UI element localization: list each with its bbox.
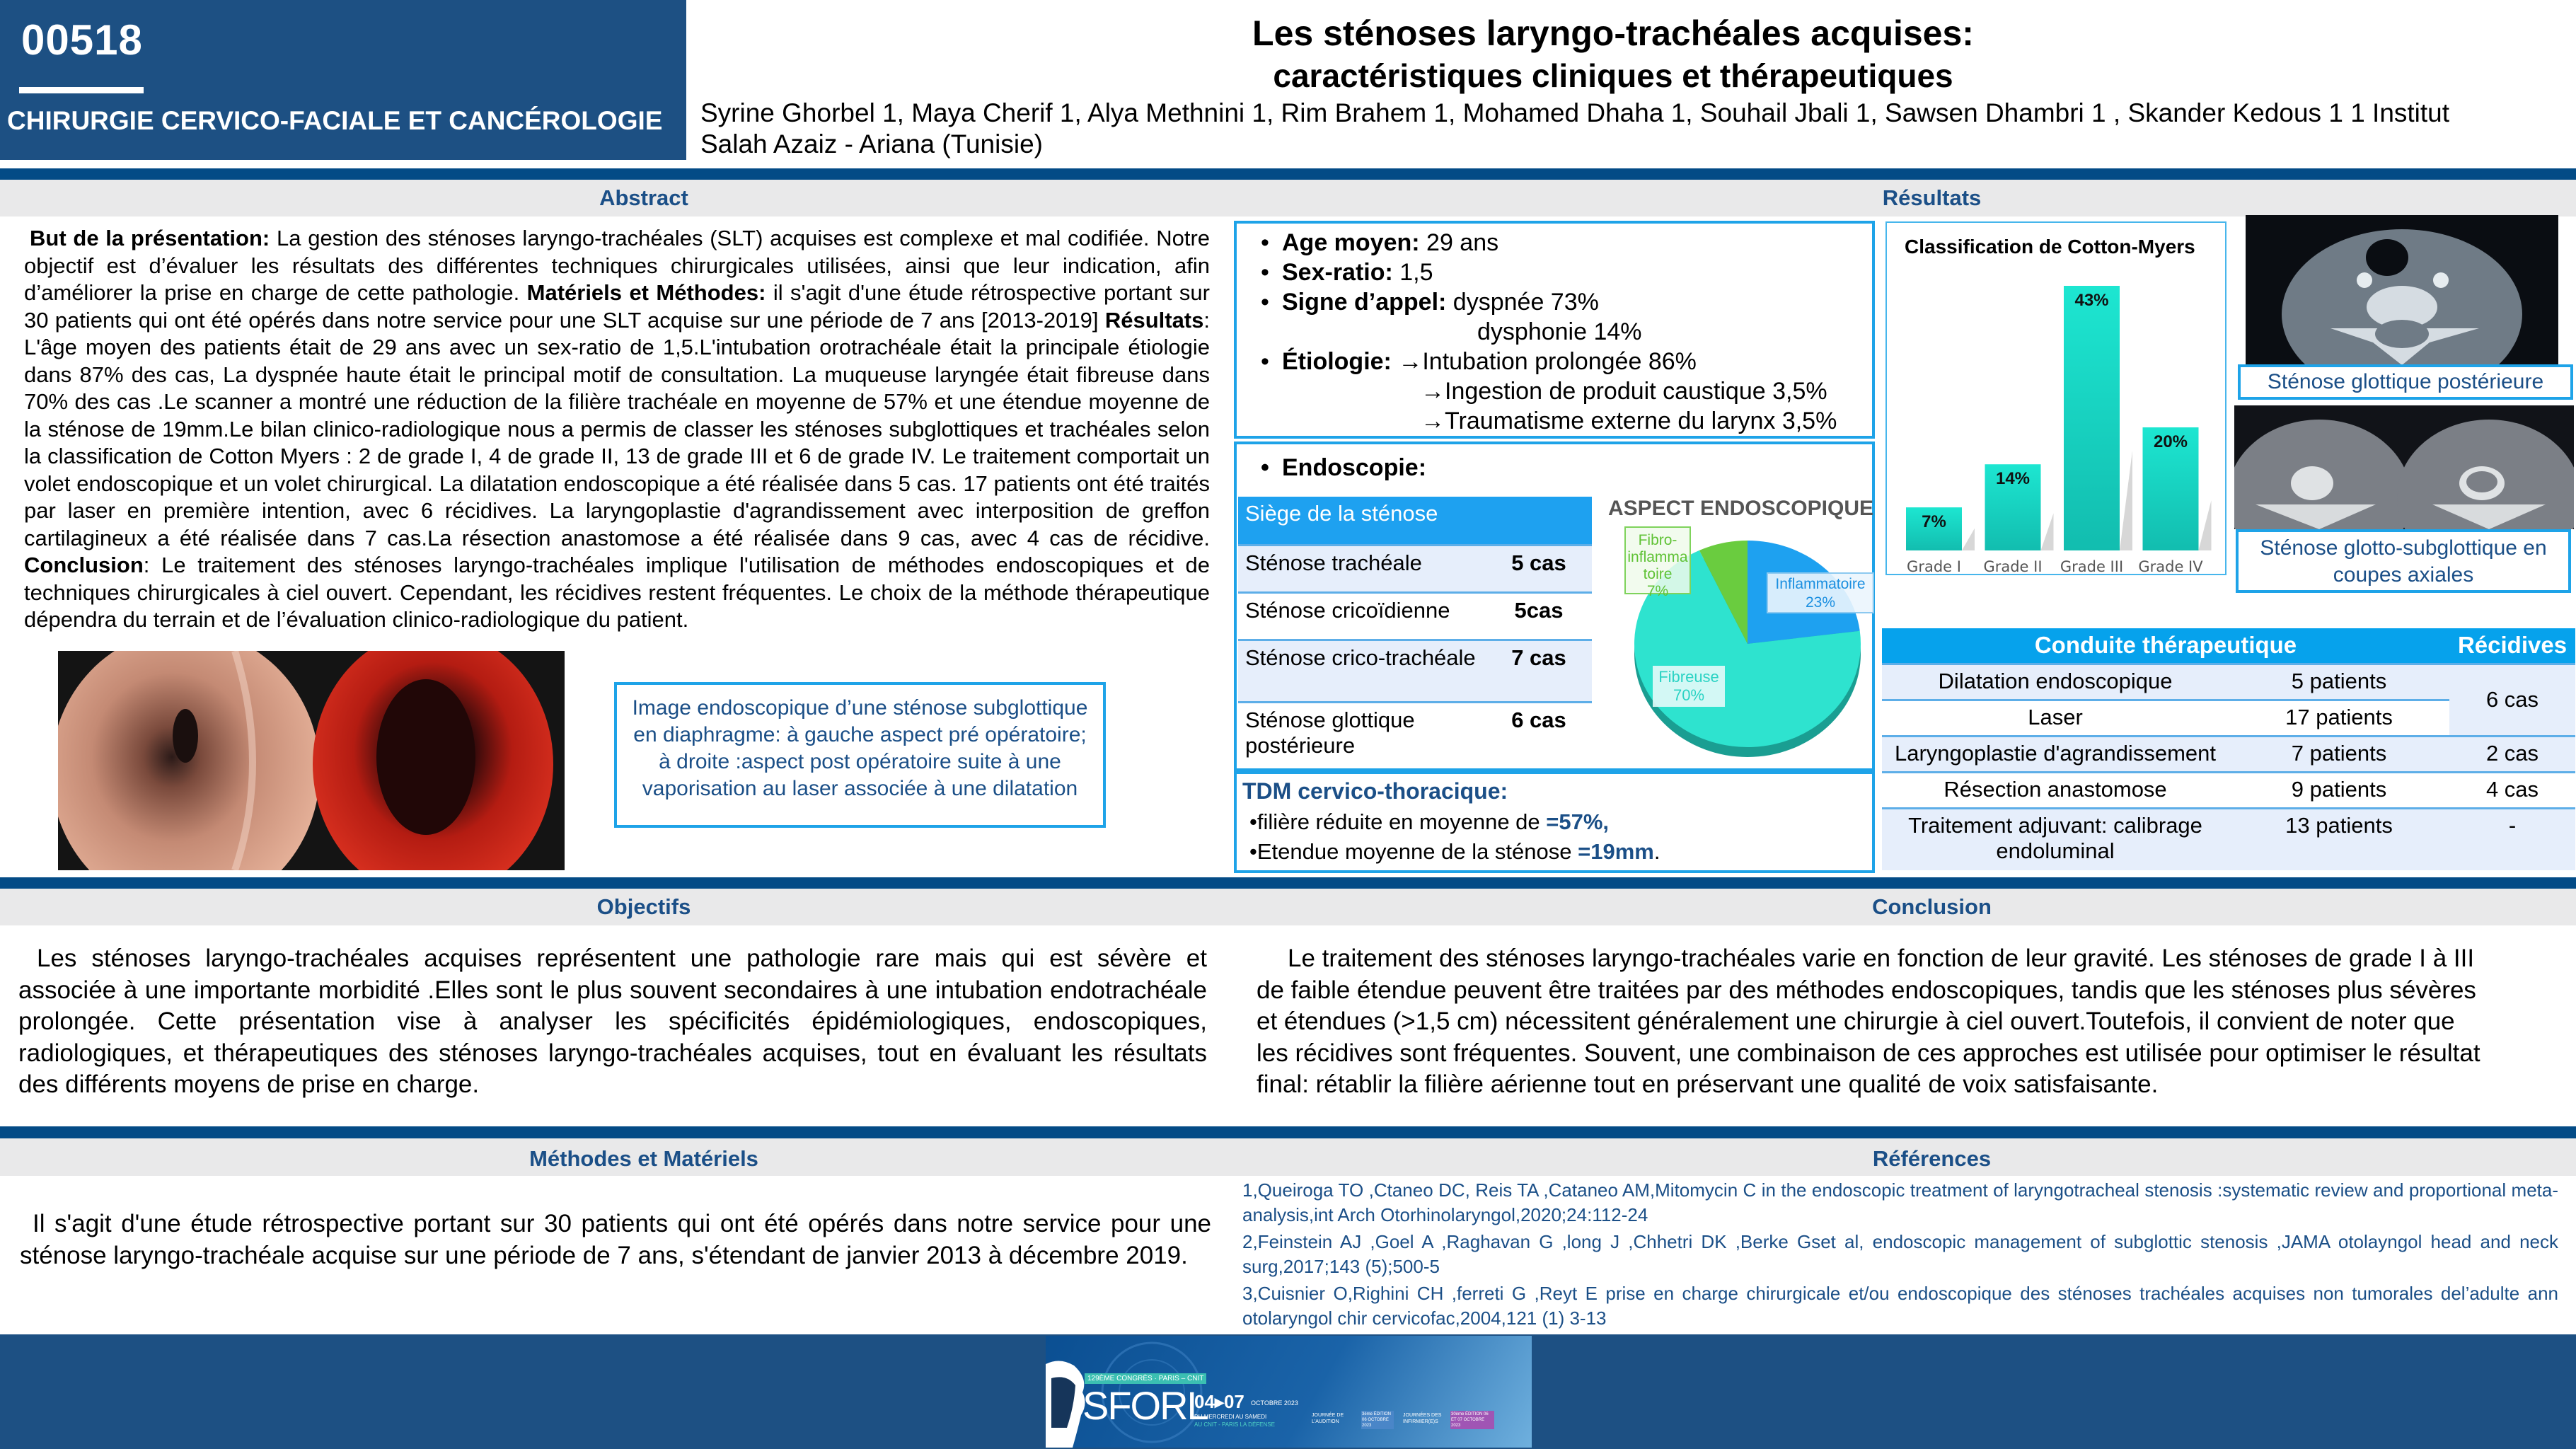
bar-chart-svg — [1887, 223, 2225, 574]
section-divider — [0, 168, 2576, 180]
signe-item-2 — [1247, 317, 1872, 347]
endoscopie-heading: • Endoscopie: — [1261, 454, 1427, 481]
siege-count: 5cas — [1486, 592, 1592, 640]
poster-title-line1: Les sténoses laryngo-trachéales acquises: — [1252, 13, 1974, 53]
sforl-logo: SFORL — [1082, 1383, 1208, 1428]
bar-shadow — [1962, 529, 1975, 550]
authors: Syrine Ghorbel 1, Maya Cherif 1, Alya Methnini 1, Rim Brahem 1, Mohamed Dhaha 1, Souhail Jbali 1, Sawsen Dhambri 1 , Skander Kedous 1 1 Institut Salah Azaiz - Ariana (Tunisie) — [700, 98, 2450, 158]
siege-site: Sténose trachéale — [1238, 545, 1486, 592]
abstract-label-but: But de la présentation: — [30, 226, 270, 250]
table-row — [1882, 736, 2575, 772]
ct-caption-glottique: Sténose glottique postérieure — [2238, 364, 2573, 400]
endoscopie-box — [1234, 441, 1875, 771]
bar-shadow — [2199, 500, 2212, 550]
id-underline — [19, 87, 144, 93]
objectifs-body: Les sténoses laryngo-trachéales acquises représentent une pathologie rare mais qui est sévère et associée à une importante morbidité .Elles sont le plus souvent secondaires à une intubation endotrachéale prolongée. Cette présentation vise à analyser les spécificités épidémiologiques, endoscopiques, radiologiques, et thérapeutiques des sténoses laryngo-trachéales acquises, tout en évaluant les résultats des différents moyens de prise en charge. — [18, 945, 1207, 1098]
reference-item: 1,Queiroga TO ,Ctaneo DC, Reis TA ,Cataneo AM,Mitomycin C in the endoscopic treatment of laryngotracheal stenosis :systematic review and proportional meta-analysis,int Arch Otorhinolaryngol,2020;24:112-24 — [1242, 1179, 2558, 1225]
references-heading: Références — [1288, 1138, 2576, 1176]
bar-chart-title: Classification de Cotton-Myers — [1905, 236, 2195, 258]
therapy-table — [1882, 628, 2575, 870]
siege-site: Sténose glottique postérieure — [1238, 702, 1486, 773]
methodes-heading: Méthodes et Matériels — [0, 1138, 1288, 1176]
therapy-header-recidives: Récidives — [2449, 628, 2575, 664]
abstract-label-methodes: Matériels et Méthodes: — [526, 280, 766, 305]
bar-data-label: 20% — [2153, 432, 2188, 452]
abstract-text-methodes: il s'agit d'une étude rétrospective portant sur 30 patients qui ont été opérés dans notre service pour une SLT acquise sur une période de 7 ans [2013-2019] — [24, 280, 1210, 333]
abstract-text-but: La gestion des sténoses laryngo-trachéales (SLT) acquises est complexe et mal codifiée. Notre objectif est d’évaluer les résultats des différentes techniques chirurgicales utilisées, ainsi que leur indication, afin d’améliorer la prise en charge de cette pathologie. — [24, 226, 1211, 305]
etiologie-item-2 — [1247, 376, 1872, 406]
reference-item: 3,Cuisnier O,Righini CH ,ferreti G ,Reyt E prise en charge chirurgicale et/ou endoscopique des sténoses trachéales acquises non tumorales del’adulte ann otolaryngol chir cervicofac,2004,121 (1) 3-13 — [1242, 1283, 2558, 1329]
bar-data-label: 14% — [1995, 469, 2031, 489]
table-row — [1882, 808, 2575, 870]
siege-count: 7 cas — [1486, 640, 1592, 702]
etiologie-caustique: →Ingestion de produit caustique 3,5% — [1421, 378, 1827, 405]
bar-data-label: 7% — [1922, 512, 1946, 532]
demographics-box — [1234, 221, 1875, 439]
sex-ratio-label: Sex-ratio: — [1282, 259, 1393, 286]
abstract-label-conclusion: Conclusion — [24, 553, 144, 577]
table-row — [1882, 664, 2575, 700]
bar-category-label: Grade III — [2060, 558, 2124, 574]
therapy-method: Traitement adjuvant: calibrage endoluminal — [1882, 808, 2229, 870]
tdm-title: TDM cervico-thoracique: — [1242, 778, 1508, 804]
conclusion-body: Le traitement des sténoses laryngo-trachéales varie en fonction de leur gravité. Les sténoses de grade I à III de faible étendue peuvent être traitées par des méthodes endoscopiques, tandis que les sténoses plus sévères et étendues (>1,5 cm) nécessitent généralement une chirurgie à ciel ouvert.Toutefois, il convient de noter que les récidives sont fréquentes. Souvent, une combinaison de ces approches est utilisée pour optimiser le résultat final: rétablir la filière aérienne tout en préservant une qualité de voix satisfaisante. — [1257, 945, 2480, 1098]
therapy-recidives: 6 cas — [2449, 664, 2575, 736]
etiologie-item: • Étiologie: →Intubation prolongée 86% — [1261, 348, 1697, 375]
bar-data-label: 43% — [2074, 291, 2109, 310]
age-item: • Age moyen: 29 ans — [1261, 229, 1499, 256]
objectifs-heading: Objectifs — [0, 889, 1288, 925]
section-divider — [0, 1126, 2576, 1138]
methodes-body: Il s'agit d'une étude rétrospective portant sur 30 patients qui ont été opérés dans notre service pour une sténose laryngo-trachéale acquise sur une période de 7 ans, s'étendant de janvier 2013 à décembre 2019. — [20, 1210, 1211, 1269]
tdm-line-etendue: •Etendue moyenne de la sténose =19mm. — [1249, 839, 1660, 864]
bar-category-label: Grade II — [1983, 558, 2043, 574]
siege-count: 6 cas — [1486, 702, 1592, 773]
bar-shadow — [2041, 513, 2054, 550]
endoscopic-images — [58, 651, 565, 870]
congress-month: OCTOBRE 2023 — [1251, 1399, 1298, 1407]
abstract-body — [24, 225, 1210, 634]
sex-ratio-value: 1,5 — [1392, 259, 1433, 286]
bar-grade-iii — [2064, 286, 2120, 550]
etiologie-item-3 — [1247, 406, 1872, 436]
therapy-recidives: - — [2449, 808, 2575, 870]
tdm-etendue-value: =19mm — [1578, 839, 1654, 864]
therapy-method: Laryngoplastie d'agrandissement — [1882, 736, 2229, 772]
cotton-myers-chart — [1885, 221, 2226, 575]
conclusion-heading: Conclusion — [1288, 889, 2576, 925]
endoscopy-caption: Image endoscopique d’une sténose subglottique en diaphragme: à gauche aspect pré opératoire; à droite :aspect post opératoire suite à une vaporisation au laser associée à une dilatation — [614, 682, 1106, 828]
ct-image-glotto-subglottic — [2234, 405, 2574, 529]
therapy-method: Résection anastomose — [1882, 772, 2229, 808]
congress-days: DU MERCREDI AU SAMEDI — [1194, 1414, 1267, 1420]
pie-label-inflammatoire: Inflammatoire 23% — [1767, 572, 1874, 613]
signe-dyspnee: dyspnée 73% — [1446, 289, 1599, 316]
poster-category: CHIRURGIE CERVICO-FACIALE ET CANCÉROLOGIE — [7, 106, 663, 135]
section-divider — [0, 877, 2576, 889]
therapy-patients: 9 patients — [2229, 772, 2449, 808]
poster-id: 00518 — [21, 16, 143, 64]
table-row — [1238, 592, 1592, 640]
abstract-heading: Abstract — [0, 180, 1288, 217]
poster-title-line2: caractéristiques cliniques et thérapeutiques — [1273, 57, 1953, 94]
siege-count: 5 cas — [1486, 545, 1592, 592]
therapy-header-conduite: Conduite thérapeutique — [1882, 628, 2449, 664]
table-row — [1238, 545, 1592, 592]
bar-category-label: Grade IV — [2138, 558, 2203, 574]
bar-category-label: Grade I — [1907, 558, 1961, 574]
references-list — [1242, 1178, 2558, 1331]
siege-site: Sténose crico-trachéale — [1238, 640, 1486, 702]
bar-shadow — [2120, 451, 2132, 550]
age-value: 29 ans — [1419, 229, 1499, 256]
signe-item: • Signe d’appel: dyspnée 73% — [1261, 289, 1599, 316]
ct-scan-graphic — [2246, 215, 2558, 365]
reference-item: 2,Feinstein AJ ,Goel A ,Raghavan G ,long J ,Chhetri DK ,Berke Gset al, endoscopic management of subglottic stenosis ,JAMA otolayngol head and neck surg,2017;143 (5);500-5 — [1242, 1231, 2558, 1277]
congress-venue: AU CNIT - PARIS LA DÉFENSE — [1194, 1421, 1275, 1428]
abstract-text-conclusion: : Le traitement des sténoses laryngo-trachéales implique l'utilisation de méthodes endoscopiques et de techniques chirurgicales à ciel ouvert. Cependant, les récidives restent fréquentes. Le choix de la méthode thérapeutique dépendra du terrain et de l’évaluation clinico-radiologique du patient. — [24, 553, 1210, 632]
therapy-method: Laser — [1882, 700, 2229, 736]
event-infirmiers-label: JOURNÉES DES INFIRMIER(E)S — [1403, 1413, 1442, 1424]
etiologie-intubation: →Intubation prolongée 86% — [1391, 348, 1697, 375]
table-row — [1238, 702, 1592, 773]
therapy-patients: 13 patients — [2229, 808, 2449, 870]
abstract-text-resultats: : L'âge moyen des patients était de 29 ans avec un sex-ratio de 1,5.L'intubation orotrachéale était la principale étiologie dans 87% des cas, La dyspnée haute était le principal motif de consultation. La muqueuse laryngée était fibreuse dans 70% des cas .Le scanner a montré une réduction de la filière trachéale en moyenne de 57% et une étendue moyenne de la sténose de 19mm.Le bilan clinico-radiologique nous a permis de classer les sténoses subglottiques et trachéales selon la classification de Cotton Myers : 2 de grade I, 4 de grade II, 13 de grade III et 6 de grade IV. Le traitement comportait un volet endoscopique et un volet chirurgical. La dilatation endoscopique a été réalisée dans 5 cas. 17 patients ont été traités par laser en première intention, avec 6 récidives. La laryngoplastie d'agrandissement avec interposition de greffon cartilagineux a été réalisée dans 7 cas.La résection anastomose a été réalisée dans 9 cas, avec 4 cas de récidive. — [24, 307, 1210, 550]
pie-label-fibreuse: Fibreuse 70% — [1653, 666, 1725, 707]
event-audition-label: JOURNÉE DE L'AUDITION — [1312, 1413, 1344, 1424]
congress-label: 129ÈME CONGRÈS · PARIS – CNIT — [1085, 1373, 1206, 1384]
endoscopy-photo-graphic — [58, 651, 565, 870]
ct-caption-glotto-subglottique: Sténose glotto-subglottique en coupes axiales — [2236, 529, 2571, 593]
event-infirmiers-badge: 30ème ÉDITION 06 ET 07 OCTOBRE 2023 — [1450, 1411, 1494, 1429]
congress-dates: 04▸07 — [1194, 1391, 1244, 1412]
tdm-filiere-value: =57%, — [1546, 809, 1610, 834]
etiologie-label: Étiologie: — [1282, 348, 1392, 375]
therapy-recidives: 2 cas — [2449, 736, 2575, 772]
etiologie-traumatisme: →Traumatisme externe du larynx 3,5% — [1421, 408, 1837, 434]
tdm-box — [1234, 771, 1875, 873]
congress-banner — [1046, 1336, 1532, 1448]
sex-ratio-item: • Sex-ratio: 1,5 — [1261, 259, 1433, 286]
ct-scan-axial-graphic — [2234, 405, 2574, 529]
tdm-line-filiere: •filière réduite en moyenne de =57%, — [1249, 809, 1610, 834]
therapy-patients: 5 patients — [2229, 664, 2449, 700]
abstract-label-resultats: Résultats — [1104, 307, 1204, 333]
table-row — [1238, 640, 1592, 702]
therapy-patients: 7 patients — [2229, 736, 2449, 772]
therapy-method: Dilatation endoscopique — [1882, 664, 2229, 700]
results-heading: Résultats — [1288, 180, 2576, 217]
event-audition-badge: 3ème ÉDITION 06 OCTOBRE 2023 — [1361, 1411, 1394, 1429]
signe-dysphonie: dysphonie 14% — [1477, 318, 1642, 345]
pie-title: ASPECT ENDOSCOPIQUE — [1607, 497, 1873, 520]
therapy-recidives: 4 cas — [2449, 772, 2575, 808]
signe-label: Signe d’appel: — [1282, 289, 1447, 316]
siege-site: Sténose cricoïdienne — [1238, 592, 1486, 640]
age-label: Age moyen: — [1282, 229, 1420, 256]
table-row — [1882, 772, 2575, 808]
pie-label-fibro-inflammatoire: Fibro-inflammatoire 7% — [1624, 526, 1691, 594]
ct-image-glottic — [2246, 215, 2558, 365]
therapy-patients: 17 patients — [2229, 700, 2449, 736]
siege-header: Siège de la sténose — [1238, 497, 1592, 545]
siege-table — [1238, 497, 1592, 773]
